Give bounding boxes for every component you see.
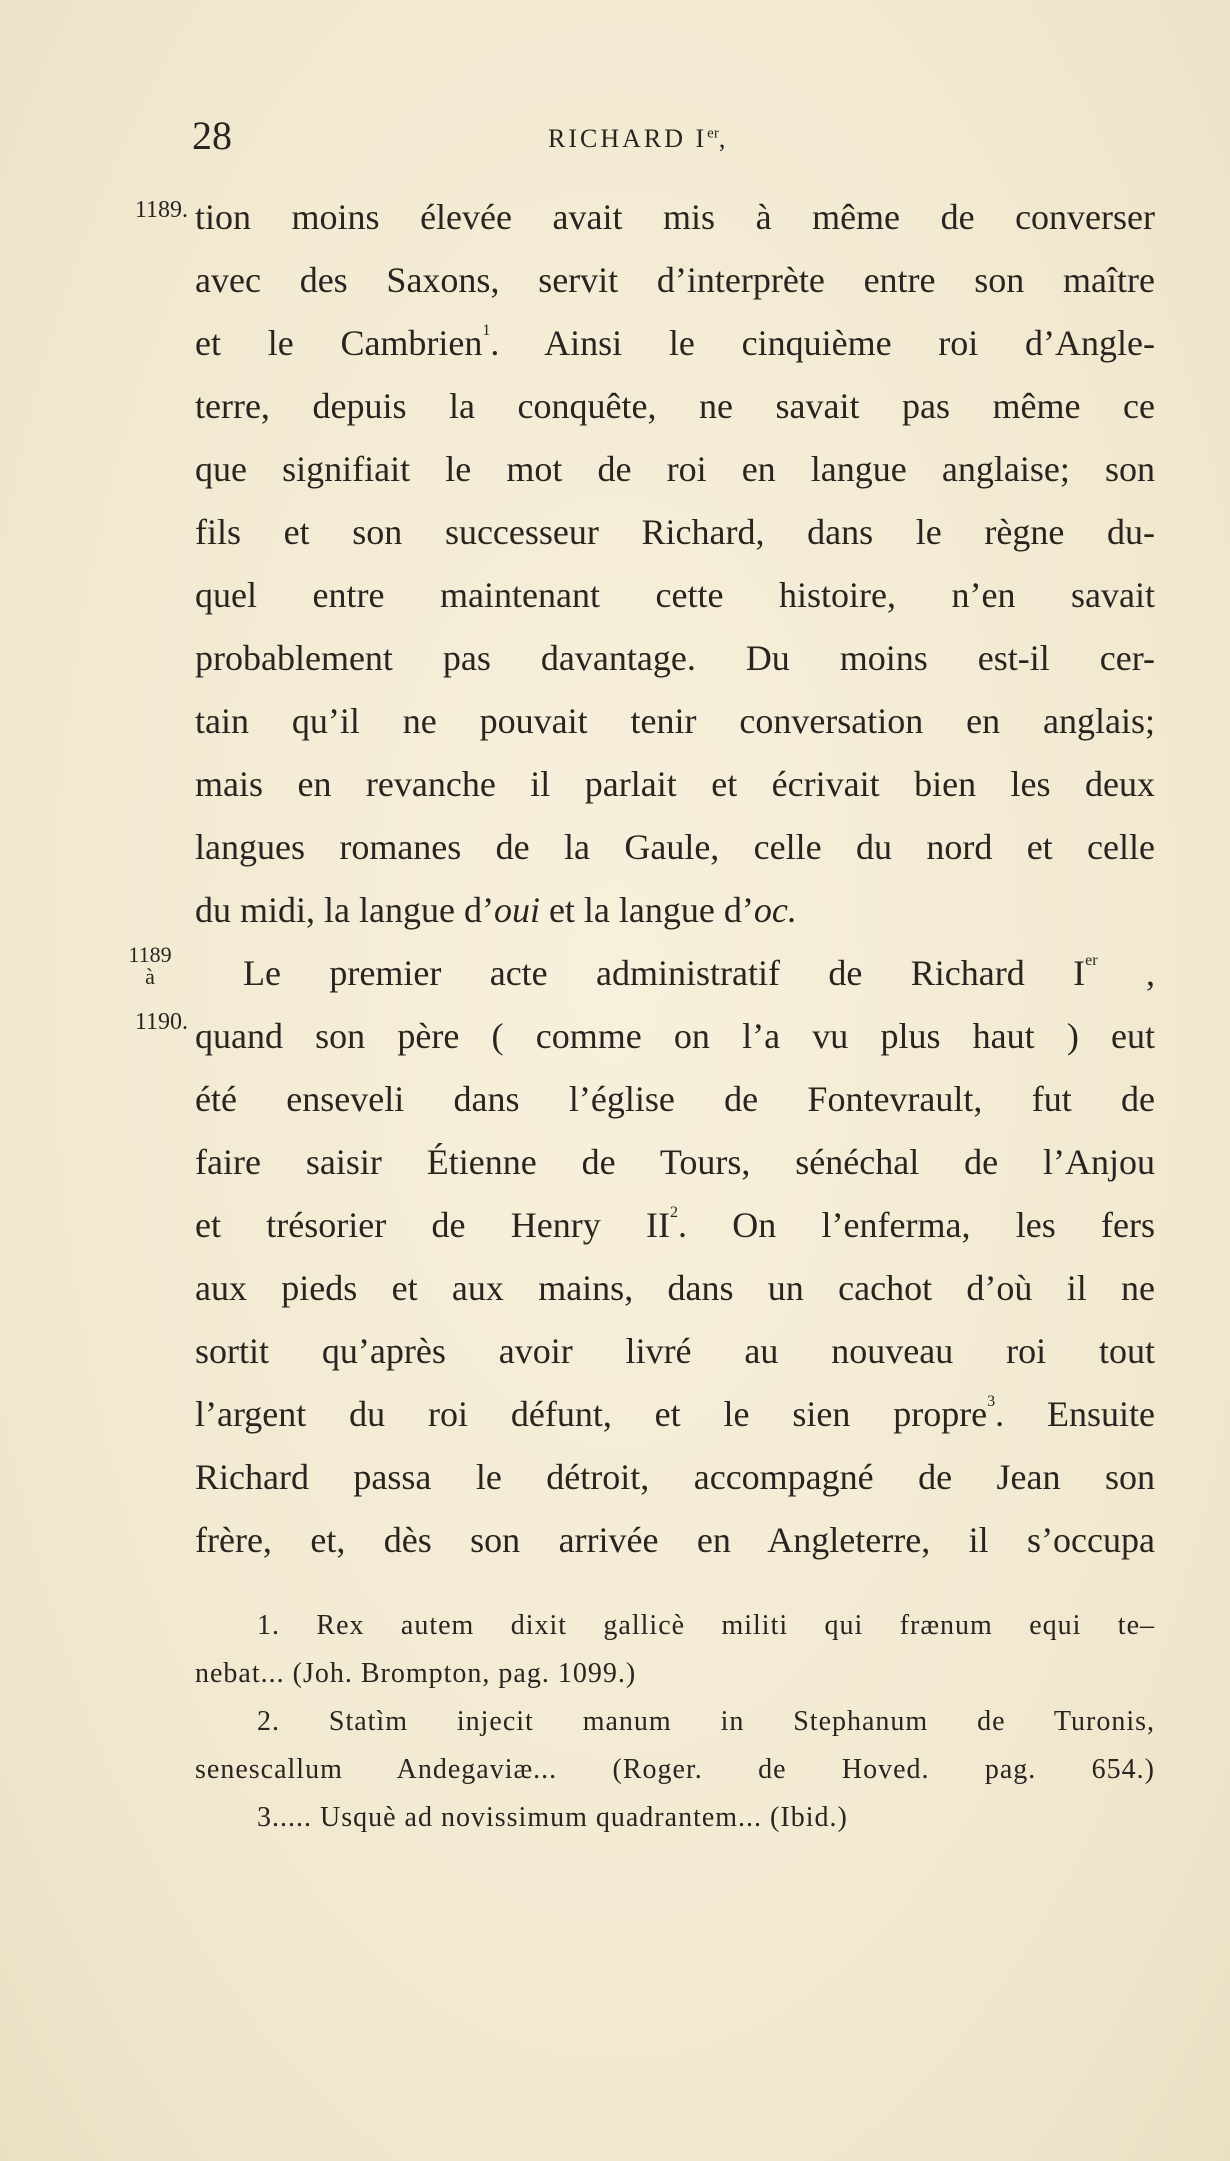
- text-line: quel entre maintenant cette histoire, n’en savait: [195, 575, 1155, 615]
- text-line: frère, et, dès son arrivée en Angleterre, il s’occupa: [195, 1520, 1155, 1560]
- text-line: que signifiait le mot de roi en langue anglaise; son: [195, 449, 1155, 489]
- text-line: été enseveli dans l’église de Fontevrault, fut de: [195, 1079, 1155, 1119]
- running-head-sup: er: [707, 125, 719, 142]
- text-span: l’argent du roi défunt, et le sien propre: [195, 1394, 988, 1434]
- footnote-3: 3..... Usquè ad novissimum quadrantem... (Ibid.): [257, 1802, 848, 1833]
- footnote-2-line-2: senescallum Andegaviæ... (Roger. de Hoved. pag. 654.): [195, 1754, 1155, 1785]
- italic-oc: oc.: [753, 890, 797, 930]
- text-line: Richard passa le détroit, accompagné de Jean son: [195, 1457, 1155, 1497]
- text-span: . Ainsi le cinquième roi d’Angle-: [490, 323, 1155, 363]
- footnote-ref-2: 2: [669, 1204, 678, 1221]
- margin-year-start: 1189: [128, 942, 172, 967]
- main-text: [195, 186, 1155, 1572]
- text-span: . Ensuite: [995, 1394, 1155, 1434]
- margin-year-1189: 1189.: [134, 197, 188, 223]
- text-span: Le premier acte administratif de Richard I: [243, 953, 1086, 993]
- text-line: tain qu’il ne pouvait tenir conversation en anglais;: [195, 701, 1155, 741]
- text-line: [195, 942, 1155, 1005]
- footnotes: [195, 1602, 1155, 1842]
- text-span: du midi, la langue d’: [195, 890, 494, 930]
- margin-year-sep: à: [145, 964, 155, 989]
- text-span: ,: [1097, 953, 1155, 993]
- text-line: [195, 1383, 1155, 1446]
- text-line: tion moins élevée avait mis à même de converser: [195, 197, 1155, 237]
- italic-oui: oui: [493, 890, 540, 930]
- text-line: [195, 312, 1155, 375]
- text-span: et la langue d’: [539, 890, 754, 930]
- text-span: . On l’enferma, les fers: [677, 1205, 1155, 1245]
- text-span: et trésorier de Henry II: [195, 1205, 670, 1245]
- text-line: mais en revanche il parlait et écrivait bien les deux: [195, 764, 1155, 804]
- footnote-ref-1: 1: [482, 322, 491, 339]
- running-head-title: RICHARD I: [548, 124, 708, 153]
- text-line: probablement pas davantage. Du moins est-il cer-: [195, 638, 1155, 678]
- text-line: avec des Saxons, servit d’interprète entre son maître: [195, 260, 1155, 300]
- text-line: fils et son successeur Richard, dans le règne du-: [195, 512, 1155, 552]
- text-line: [195, 1194, 1155, 1257]
- margin-year-1190: 1190.: [134, 1009, 188, 1035]
- text-line: [195, 879, 1155, 942]
- margin-year-range: [120, 944, 180, 988]
- ordinal-sup: er: [1085, 952, 1098, 969]
- footnote-1-line-2: nebat... (Joh. Brompton, pag. 1099.): [195, 1658, 637, 1689]
- text-line: sortit qu’après avoir livré au nouveau roi tout: [195, 1331, 1155, 1371]
- running-head: [548, 124, 728, 154]
- text-line: aux pieds et aux mains, dans un cachot d’où il ne: [195, 1268, 1155, 1308]
- footnote-2-line-1: 2. Statìm injecit manum in Stephanum de Turonis,: [257, 1706, 1155, 1737]
- text-line: quand son père ( comme on l’a vu plus haut ) eut: [195, 1016, 1155, 1056]
- text-line: terre, depuis la conquête, ne savait pas même ce: [195, 386, 1155, 426]
- footnote-ref-3: 3: [987, 1393, 996, 1410]
- text-span: et le Cambrien: [195, 323, 483, 363]
- text-line: faire saisir Étienne de Tours, sénéchal de l’Anjou: [195, 1142, 1155, 1182]
- text-line: langues romanes de la Gaule, celle du nord et celle: [195, 827, 1155, 867]
- page-header: [0, 112, 1230, 172]
- footnote-1-line-1: 1. Rex autem dixit gallicè militi qui frænum equi te–: [257, 1610, 1155, 1641]
- running-head-suffix: ,: [718, 124, 729, 153]
- page-number: 28: [192, 113, 232, 158]
